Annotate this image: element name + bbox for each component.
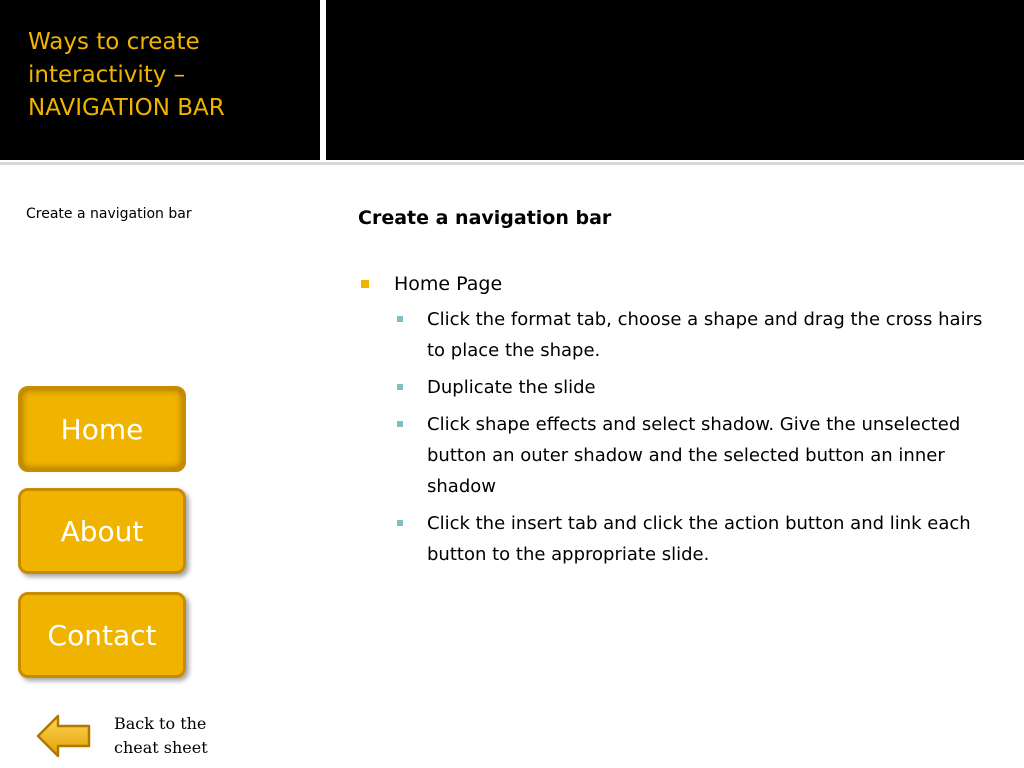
slide-title: Ways to create interactivity – NAVIGATION BAR bbox=[28, 29, 225, 121]
sub-list-item-text: Click shape effects and select shadow. Give the unselected button an outer shadow and the selected button an inner shadow bbox=[427, 414, 961, 497]
home-button[interactable]: Home bbox=[18, 386, 186, 472]
back-to-cheat-sheet-link[interactable]: Back to the cheat sheet bbox=[114, 714, 208, 757]
about-button[interactable]: About bbox=[18, 488, 186, 574]
square-bullet-icon bbox=[397, 316, 403, 322]
contact-button[interactable]: Contact bbox=[18, 592, 186, 678]
sub-list-item-text: Duplicate the slide bbox=[427, 377, 596, 398]
sub-list bbox=[358, 304, 998, 570]
sub-list-item bbox=[358, 372, 987, 403]
sub-list-item-text: Click the insert tab and click the action button and link each button to the appropriate slide. bbox=[427, 513, 971, 565]
list-item-label: Home Page bbox=[394, 273, 503, 295]
list-item-home-page bbox=[358, 269, 998, 299]
square-bullet-icon bbox=[397, 520, 403, 526]
content-area bbox=[358, 207, 998, 576]
left-arrow-icon[interactable] bbox=[36, 712, 92, 760]
side-caption: Create a navigation bar bbox=[26, 206, 192, 222]
sub-list-item bbox=[358, 304, 987, 366]
header-panel bbox=[326, 0, 1024, 160]
square-bullet-icon bbox=[397, 384, 403, 390]
sub-list-item bbox=[358, 508, 987, 570]
header-divider bbox=[0, 162, 1024, 165]
square-bullet-icon bbox=[361, 280, 369, 288]
sub-list-item-text: Click the format tab, choose a shape and drag the cross hairs to place the shape. bbox=[427, 309, 983, 361]
sub-list-item bbox=[358, 409, 987, 502]
title-panel bbox=[0, 0, 320, 160]
content-heading: Create a navigation bar bbox=[358, 207, 612, 229]
square-bullet-icon bbox=[397, 421, 403, 427]
